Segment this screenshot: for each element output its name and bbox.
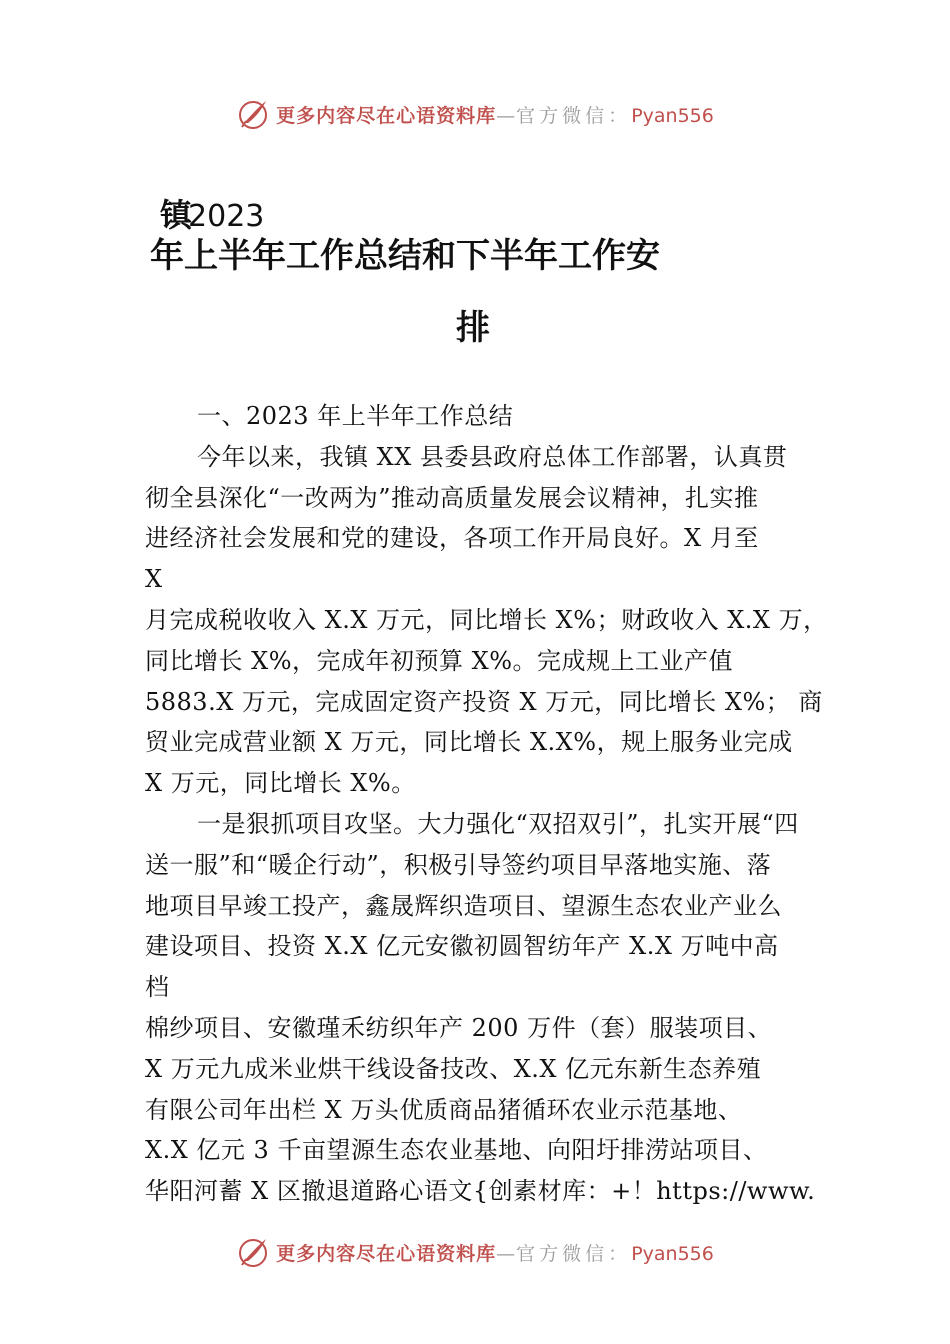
watermark-content (236, 1235, 714, 1269)
watermark-separator: — (496, 104, 517, 127)
paragraph-line: 今年以来，我镇 XX 县委县政府总体工作部署，认真贯 (197, 442, 788, 471)
paragraph-line: 棉纱项目、安徽瑾禾纺织年产 200 万件（套）服装项目、 (145, 1013, 773, 1042)
title-town: 镇 (160, 196, 193, 234)
paragraph-line: 建设项目、投资 X.X 亿元安徽初圆智纺年产 X.X 万吨中高 (145, 932, 779, 961)
watermark-separator: — (496, 1242, 517, 1265)
paragraph-line: 送一服”和“暖企行动”，积极引导签约项目早落地实施、落 (145, 850, 772, 879)
paragraph-line: 一是狠抓项目攻坚。大力强化“双招双引”，扎实开展“四 (197, 809, 799, 838)
footer-watermark (0, 1232, 950, 1272)
paragraph-line: X (145, 565, 163, 594)
paragraph-line: 地项目早竣工投产，鑫晟辉织造项目、望源生态农业产业么 (145, 891, 782, 920)
section-heading: 一、2023 年上半年工作总结 (197, 402, 514, 430)
quill-seal-logo-icon (236, 97, 270, 131)
watermark-content (236, 97, 714, 131)
paragraph-line: 月完成税收收入 X.X 万元，同比增长 X%；财政收入 X.X 万， (145, 605, 828, 634)
watermark-label: 官方微信： (516, 104, 632, 127)
paragraph-line: 档 (145, 973, 170, 1002)
document-body (145, 396, 828, 1212)
header-watermark (0, 94, 950, 134)
paragraph-line: X 万元九成米业烘干线设备技改、X.X 亿元东新生态养殖 (145, 1054, 762, 1083)
title-line-3: 排 (456, 308, 490, 348)
paragraph-line: X.X 亿元 3 千亩望源生态农业基地、向阳圩排涝站项目、 (145, 1136, 768, 1165)
paragraph-line: 彻全县深化“一改两为”推动高质量发展会议精神，扎实推 (145, 483, 759, 512)
watermark-text (276, 1239, 714, 1266)
paragraph-line: 有限公司年出栏 X 万头优质商品猪循环农业示范基地、 (145, 1095, 743, 1124)
watermark-wechat-id: Pyan556 (631, 1242, 714, 1265)
paragraph-line: 5883.X 万元，完成固定资产投资 X 万元，同比增长 X%； 商 (145, 687, 823, 716)
paragraph-line: 进经济社会发展和党的建设，各项工作开局良好。X 月至 (145, 524, 759, 553)
paragraph-line: 同比增长 X%，完成年初预算 X%。完成规上工业产值 (145, 646, 734, 675)
paragraph-line: 贸业完成营业额 X 万元，同比增长 X.X%，规上服务业完成 (145, 728, 793, 757)
watermark-label: 官方微信： (516, 1242, 632, 1265)
paragraph-line: X 万元，同比增长 X%。 (145, 769, 416, 798)
title-year: 2023 (188, 199, 265, 234)
title-line-2: 年上半年工作总结和下半年工作安 (150, 236, 660, 276)
watermark-wechat-id: Pyan556 (631, 104, 714, 127)
watermark-brand: 更多内容尽在心语资料库 (276, 104, 497, 127)
quill-seal-logo-icon (236, 1235, 270, 1269)
paragraph-line: 华阳河蓄 X 区撤退道路心语文{创素材库：+！https://www. (145, 1177, 816, 1206)
watermark-text (276, 101, 714, 128)
watermark-brand: 更多内容尽在心语资料库 (276, 1242, 497, 1265)
